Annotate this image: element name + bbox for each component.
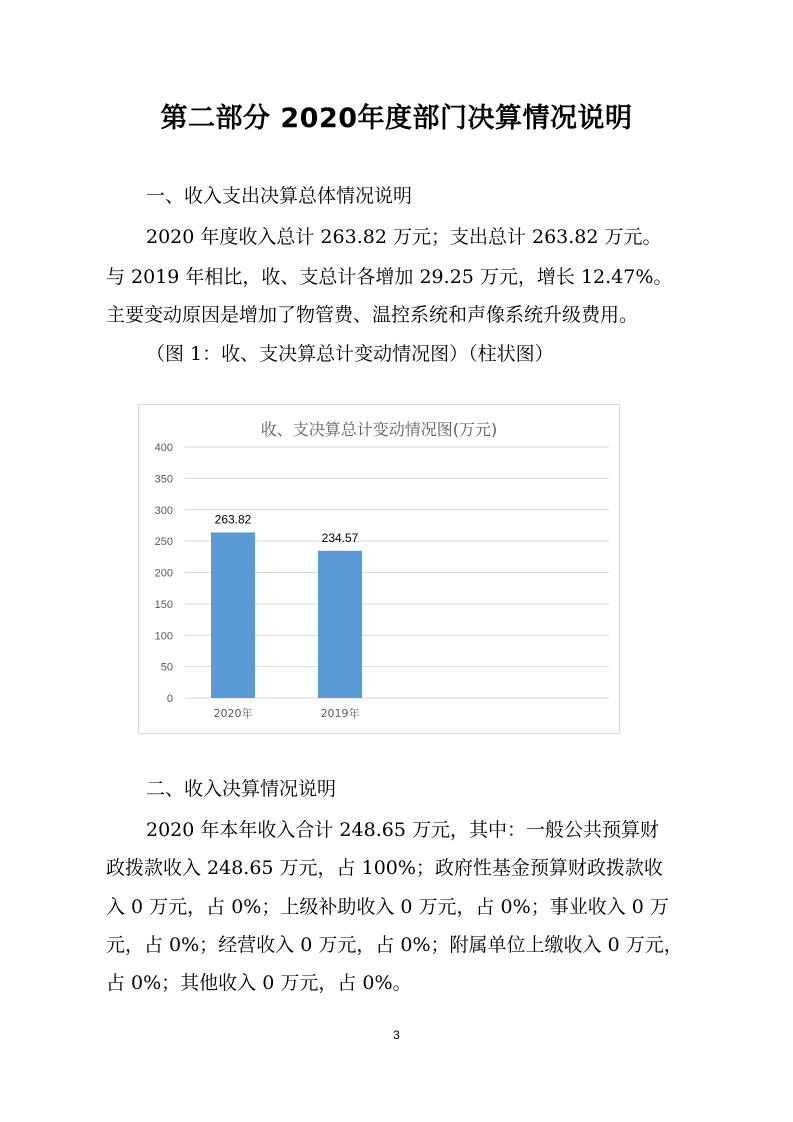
- bar: [211, 532, 255, 698]
- bar: [318, 551, 362, 698]
- bar-chart-svg: [139, 405, 619, 733]
- section1-line-2: 与 2019 年相比，收、支总计各增加 29.25 万元，增长 12.47%。: [106, 266, 673, 288]
- bar-data-label: 234.57: [321, 530, 359, 545]
- page-title: 第二部分 2020年度部门决算情况说明: [160, 103, 633, 134]
- section2-heading: 二、收入决算情况说明: [146, 778, 337, 800]
- section1-heading: 一、收入支出决算总体情况说明: [146, 185, 413, 207]
- section1-line-3: 主要变动原因是增加了物管费、温控系统和声像系统升级费用。: [106, 304, 639, 326]
- x-tick-label: 2019年: [320, 707, 360, 720]
- section2-line-4: 元，占 0%；经营收入 0 万元，占 0%；附属单位上缴收入 0 万元，: [106, 934, 683, 956]
- section2-line-3: 入 0 万元，占 0%；上级补助收入 0 万元，占 0%；事业收入 0 万: [106, 896, 669, 918]
- figure-caption: （图 1：收、支决算总计变动情况图）（柱状图）: [146, 343, 554, 365]
- section2-line-1: 2020 年本年收入合计 248.65 万元，其中：一般公共预算财: [146, 819, 659, 841]
- section2-line-5: 占 0%；其他收入 0 万元，占 0%。: [106, 972, 412, 994]
- section1-line-1: 2020 年度收入总计 263.82 万元；支出总计 263.82 万元。: [146, 226, 662, 248]
- bar-data-label: 263.82: [214, 512, 252, 527]
- y-tick-label: 400: [154, 442, 173, 454]
- x-tick-label: 2020年: [213, 707, 253, 720]
- y-tick-label: 50: [160, 661, 173, 674]
- chart-title: 收、支决算总计变动情况图(万元): [260, 420, 498, 439]
- y-tick-label: 100: [154, 630, 173, 643]
- y-tick-label: 250: [154, 536, 173, 549]
- y-tick-label: 300: [154, 504, 173, 517]
- bar-chart: [138, 404, 620, 734]
- y-tick-label: 0: [166, 693, 173, 705]
- y-tick-label: 200: [154, 567, 173, 580]
- section2-line-2: 政拨款收入 248.65 万元，占 100%；政府性基金预算财政拨款收: [106, 857, 663, 879]
- y-tick-label: 150: [154, 598, 173, 611]
- page-number: 3: [393, 1028, 400, 1042]
- y-tick-label: 350: [154, 473, 173, 486]
